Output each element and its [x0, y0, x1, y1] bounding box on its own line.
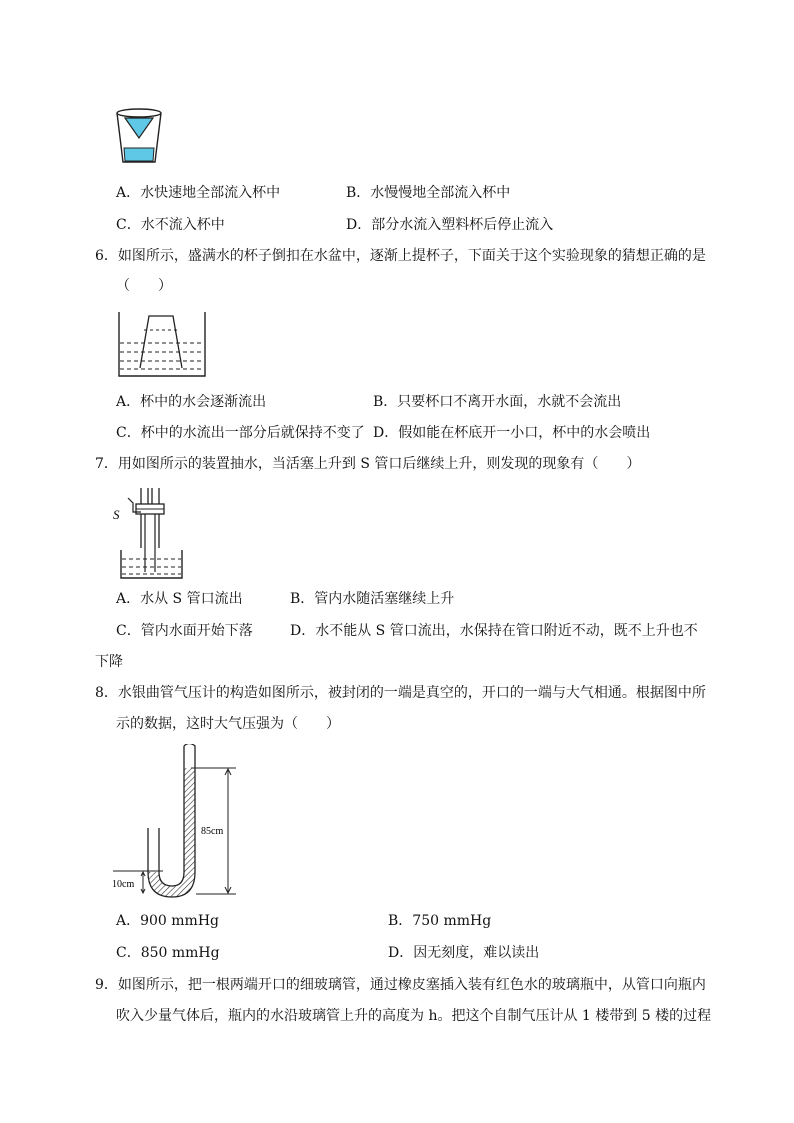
q6-option-b: B．只要杯口不离开水面，水就不会流出	[373, 394, 622, 410]
q7-stem: 7．用如图所示的装置抽水，当活塞上升到 S 管口后继续上升，则发现的现象有（ ）	[95, 456, 641, 472]
q8-option-a: A．900 mmHg	[116, 913, 220, 929]
q5-cup-figure	[110, 104, 168, 168]
q7-option-d: D．水不能从 S 管口流出，水保持在管口附近不动，既不上升也不	[290, 623, 698, 639]
q6-option-a: A．杯中的水会逐渐流出	[116, 394, 267, 410]
q8-option-b: B．750 mmHg	[388, 913, 492, 929]
q7-option-c: C．管内水面开始下落	[116, 623, 253, 639]
q9-stem-line2: 吹入少量气体后，瓶内的水沿玻璃管上升的高度为 h。把这个自制气压计从 1 楼带到 5 楼的过程	[116, 1008, 712, 1024]
q9-stem-line1: 9．如图所示，把一根两端开口的细玻璃管，通过橡皮塞插入装有红色水的玻璃瓶中，从管口向瓶内	[95, 977, 706, 993]
q8-label-10cm: 10cm	[112, 879, 135, 890]
q6-option-d: D．假如能在杯底开一小口，杯中的水会喷出	[373, 425, 651, 441]
q7-s-label: S	[113, 507, 120, 522]
q8-option-d: D．因无刻度，难以读出	[388, 945, 540, 961]
q7-option-d-continued: 下降	[95, 654, 123, 670]
q7-pump-figure	[108, 486, 208, 580]
q8-label-85cm: 85cm	[201, 826, 224, 837]
q5-option-d: D．部分水流入塑料杯后停止流入	[346, 217, 554, 233]
q6-stem-line2: （ ）	[116, 278, 172, 294]
q5-option-c: C．水不流入杯中	[116, 217, 225, 233]
q6-basin-figure	[116, 308, 208, 380]
q8-option-c: C．850 mmHg	[116, 945, 220, 961]
q8-stem-line2: 示的数据，这时大气压强为（ ）	[116, 716, 340, 732]
q6-option-c: C．杯中的水流出一部分后就保持不变了	[116, 425, 365, 441]
q6-stem-line1: 6．如图所示，盛满水的杯子倒扣在水盆中，逐渐上提杯子，下面关于这个实验现象的猜想正确的是	[95, 248, 706, 264]
q7-option-b: B．管内水随活塞继续上升	[290, 591, 455, 607]
q8-stem-line1: 8．水银曲管气压计的构造如图所示，被封闭的一端是真空的，开口的一端与大气相通。根据图中所	[95, 685, 706, 701]
q5-option-a: A．水快速地全部流入杯中	[116, 185, 281, 201]
q7-option-a: A．水从 S 管口流出	[116, 591, 243, 607]
q5-option-b: B．水慢慢地全部流入杯中	[346, 185, 511, 201]
q8-barometer-figure	[108, 744, 238, 900]
